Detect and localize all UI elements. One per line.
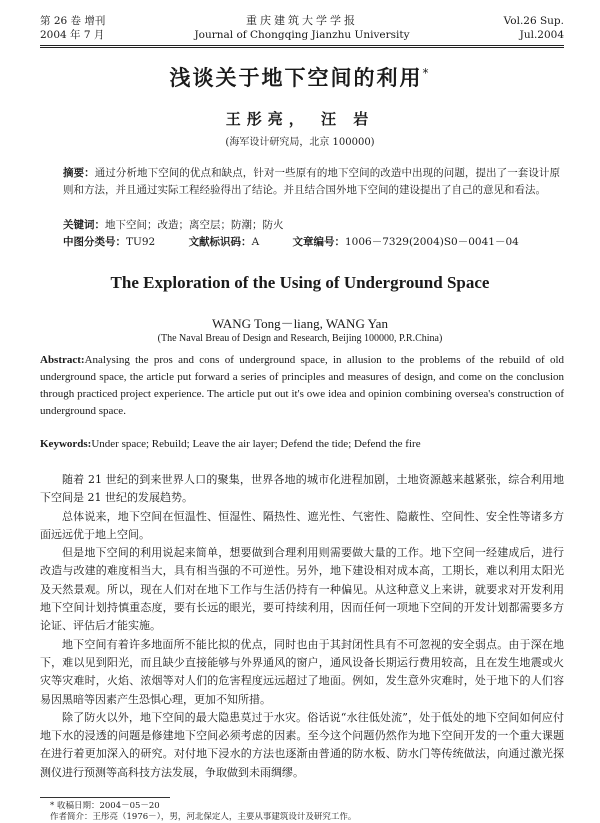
abstract-cn-label: 摘要： <box>63 167 95 179</box>
abstract-en-label: Abstract: <box>40 354 85 366</box>
volume-issue: 第 26 卷 增刊 <box>40 15 106 27</box>
footnote-rule <box>40 797 170 798</box>
running-header <box>40 14 564 44</box>
classification-line <box>63 234 560 251</box>
received-date: * 收稿日期：2004－05－20 <box>50 801 160 811</box>
body-paragraph: 随着 21 世纪的到来世界人口的聚集，世界各地的城市化进程加剧，土地资源越来越紧张，综合利用地下空间是 21 世纪的发展趋势。 <box>40 473 564 505</box>
issue-date: 2004 年 7 月 <box>40 29 105 41</box>
article-number-label: 文章编号： <box>292 236 345 248</box>
article-title-cn <box>0 62 600 92</box>
keywords-en-text: Under space; Rebuild; Leave the air layer; Defend the tide; Defend the fire <box>91 438 421 450</box>
volume-en: Vol.26 Sup. <box>503 15 564 27</box>
keywords-cn-label: 关键词： <box>63 219 105 231</box>
authors-en: WANG Tong－liang, WANG Yan <box>212 316 388 331</box>
body-paragraph: 除了防火以外，地下空间的最大隐患莫过于水灾。俗话说“水往低处流”，处于低处的地下空间如何应付地下水的浸透的问题是修建地下空间必须考虑的因素。至今这个问题仍然作为地下空间开发的一个重大课题在进行着更加深入的研究。对付地下浸水的方法也逐渐由普通的防水板、防水门等传统做法，向通过激光探测仪进行预测等高科技方法发展，争取做到未雨绸缪。 <box>40 710 564 779</box>
abstract-cn-text: 通过分析地下空间的优点和缺点，针对一些原有的地下空间的改造中出现的问题，提出了一套设计原则和方法，并且通过实际工程经验得出了结论。并且结合国外地下空间的建设提出了自己的意见和看法。 <box>63 167 561 196</box>
title-footnote-mark: * <box>422 66 431 80</box>
doc-code-value: A <box>251 236 260 248</box>
abstract-cn <box>63 165 560 199</box>
authors-cn: 王彤亮， 汪 岩 <box>225 110 375 128</box>
author-bio: 作者简介：王彤亮（1976－），男，河北保定人，主要从事建筑设计及研究工作。 <box>50 812 357 822</box>
article-number-value: 1006－7329(2004)S0－0041－04 <box>345 236 519 248</box>
abstract-en-text: Analysing the pros and cons of underground space, in allusion to the problems of the rebuild of old underground space, the article put forward a series of principles and measures of design, and come on the conclusion through practiced project experience. The article put out it's owe idea and opinion combining oversea's construction of underground space. <box>40 354 564 417</box>
header-center <box>40 14 564 42</box>
title-cn-text: 浅谈关于地下空间的利用 <box>169 66 423 90</box>
clc-number <box>63 236 155 248</box>
journal-name-en: Journal of Chongqing Jianzhu University <box>194 29 410 41</box>
keywords-en <box>40 436 564 453</box>
keywords-cn <box>63 217 560 234</box>
body-paragraph: 地下空间有着许多地面所不能比拟的优点，同时也由于其封闭性具有不可忽视的安全弱点。由于深在地下，难以见到阳光，而且缺少直接能够与外界通风的窗户，通风设备长期运行费用较高，且在发生地震或火灾等灾难时，火焰、浓烟等对人们的危害程度远远超过了地面。例如，发生意外灾难时，处于地下的人们容易因黑暗等因素产生恐惧心理，更加不知所措。 <box>40 637 564 706</box>
keywords-cn-text: 地下空间；改造；离空层；防潮；防火 <box>105 219 284 231</box>
clc-label: 中图分类号： <box>63 236 126 248</box>
article-title-en: The Exploration of the Using of Underground Space <box>110 273 490 292</box>
keywords-en-label: Keywords: <box>40 438 92 450</box>
header-rule-top <box>40 45 564 46</box>
article-number <box>293 236 519 248</box>
footnotes <box>50 801 564 823</box>
body-paragraph: 但是地下空间的利用说起来简单，想要做到合理利用则需要做大量的工作。地下空间一经建成后，进行改造与改建的难度相当大，具有相当强的不可逆性。另外，地下建设相对成本高，工期长，难以利用太阳光及天然景观。所以，现在人们对在地下工作与生活仍持有一种偏见。从这种意义上来讲，就要求对开发利用地下空间计划持慎重态度，要有长远的眼光，要可持续利用，因而任何一项地下空间的开发计划都需要多方论证、评估后才能实施。 <box>40 546 564 633</box>
abstract-en <box>40 352 564 420</box>
body-text <box>40 471 564 782</box>
date-en: Jul.2004 <box>519 29 564 41</box>
document-code <box>189 236 260 248</box>
header-right <box>504 14 564 42</box>
affiliation-en: (The Naval Breau of Design and Research, Beijing 100000, P.R.China) <box>157 333 443 344</box>
header-rule-bottom <box>40 47 564 48</box>
body-paragraph: 总体说来，地下空间在恒温性、恒湿性、隔热性、遮光性、气密性、隐蔽性、空间性、安全性等诸多方面远远优于地上空间。 <box>40 509 564 541</box>
clc-value: TU92 <box>126 236 156 248</box>
journal-name-cn: 重庆建筑大学学报 <box>246 14 358 27</box>
affiliation-cn: (海军设计研究局，北京 100000) <box>225 137 375 148</box>
doc-code-label: 文献标识码： <box>188 236 252 248</box>
